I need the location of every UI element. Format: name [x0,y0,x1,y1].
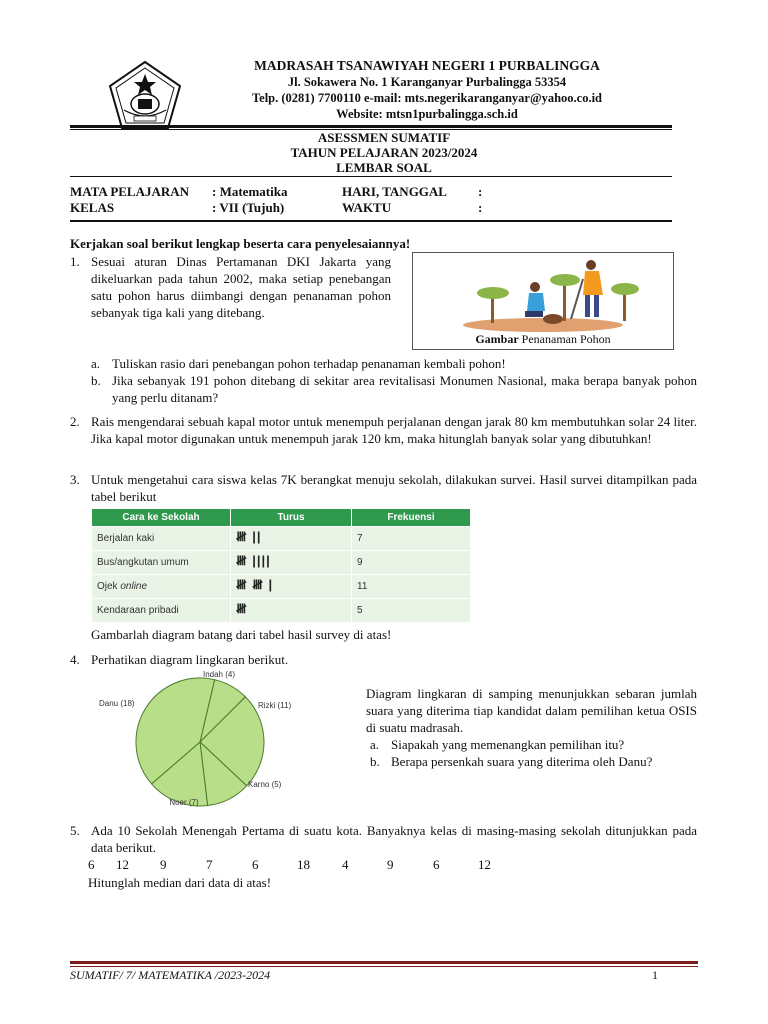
cell-frequency: 9 [352,551,471,575]
survey-table [91,508,471,623]
figure-caption [413,332,673,347]
data-value: 9 [160,857,167,872]
q3-text: Untuk mengetahui cara siswa kelas 7K berangkat menuju sekolah, dilakukan survei. Hasil survei ditampilkan pada tabel berikut [91,472,697,504]
data-value: 6 [433,857,440,872]
q5-text: Ada 10 Sekolah Menengah Pertama di suatu kota. Banyaknya kelas di masing-masing sekolah ditunjukkan pada data berikut. [91,823,697,855]
q1-text: Sesuai aturan Dinas Pertamanan DKI Jakarta yang dikeluarkan pada tahun 2002, maka setiap penebangan satu pohon harus diimbangi dengan penanaman pohon sebanyak tiga kali yang ditebang. [91,254,391,320]
table-row [92,575,471,599]
table-row [92,527,471,551]
cell-mode: Bus/angkutan umum [92,551,231,575]
cell-tally: 𝍸 𝍸 | [231,575,352,599]
school-address: Jl. Sokawera No. 1 Karanganyar Purbalingga 53354 [287,75,567,89]
q1a-label: a. [91,356,101,371]
letterhead [108,56,708,132]
day-value [478,184,482,216]
cell-tally: 𝍸 [231,599,352,623]
q3-instruction: Gambarlah diagram batang dari tabel hasil survey di atas! [91,627,392,642]
time-value-text: : [478,200,483,215]
table-row [92,599,471,623]
cell-tally: 𝍸 || [231,527,352,551]
pie-label-rizki: Rizki (11) [258,701,292,710]
pie-label-noer: Noer (7) [169,798,199,807]
time-label-text: WAKTU [342,200,392,215]
subject-value [212,184,287,216]
survey-table-header [92,509,471,527]
data-value: 9 [387,857,394,872]
exam-title-line1: ASESSMEN SUMATIF [317,130,451,145]
subject-label-text: MATA PELAJARAN [70,184,190,199]
title-rule [70,176,672,177]
table-row [92,551,471,575]
data-value: 18 [297,857,310,872]
pie-label-karno: Karno (5) [248,780,282,789]
day-label-text: HARI, TANGGAL [342,184,447,199]
day-label [342,184,447,216]
cell-frequency: 5 [352,599,471,623]
tree-planting-figure [412,252,674,350]
subject-label [70,184,189,216]
q4b-label: b. [370,754,380,769]
q2-number: 2. [70,414,80,429]
data-value: 12 [478,857,491,872]
exam-title-line2: TAHUN PELAJARAN 2023/2024 [290,145,478,160]
footer-rule [70,961,698,964]
q1b-label: b. [91,373,101,388]
school-name: MADRASAH TSANAWIYAH NEGERI 1 PURBALINGGA [254,58,600,73]
day-value-text: : [478,184,483,199]
header-rule [70,125,672,128]
q5-instruction: Hitunglah median dari data di atas! [88,875,272,890]
exam-title [70,130,698,175]
cell-mode-text: Ojek [97,581,121,592]
q1b-text: Jika sebanyak 191 pohon ditebang di sekitar area revitalisasi Monumen Nasional, maka berapa banyak pohon yang perlu ditanam? [112,373,697,405]
exam-title-line3: LEMBAR SOAL [336,160,432,175]
q5-number: 5. [70,823,80,838]
footer-rule-thin [70,966,698,967]
q1a-text: Tuliskan rasio dari penebangan pohon terhadap penanaman kembali pohon! [112,356,506,371]
pie-chart [90,668,310,810]
cell-frequency: 7 [352,527,471,551]
figure-caption-text: Penanaman Pohon [518,332,611,346]
q4-description: Diagram lingkaran di samping menunjukkan sebaran jumlah suara yang diterima tiap kandidat dalam pemilihan ketua OSIS di suatu madrasah. [366,686,697,735]
cell-mode: Berjalan kaki [92,527,231,551]
class-value-text: : VII (Tujuh) [212,200,285,215]
data-value: 4 [342,857,349,872]
q4b-text: Berapa persenkah suara yang diterima oleh Danu? [391,754,653,769]
cell-tally: 𝍸 |||| [231,551,352,575]
subject-value-text: : Matematika [212,184,288,199]
cell-mode [92,575,231,599]
cell-mode-italic: online [120,581,148,592]
pie-label-danu: Danu (18) [99,699,135,708]
page-number: 1 [652,968,658,982]
q4a-text: Siapakah yang memenangkan pemilihan itu? [391,737,625,752]
header-tally: Turus [231,509,352,527]
school-contact: Telp. (0281) 7700110 e-mail: mts.negerikaranganyar@yahoo.co.id [251,91,603,105]
figure-caption-bold: Gambar [475,332,519,346]
info-rule [70,220,672,222]
data-value: 7 [206,857,213,872]
q4-number: 4. [70,652,80,667]
ministry-logo [108,60,182,130]
header-frequency: Frekuensi [352,509,471,527]
header-mode: Cara ke Sekolah [92,509,231,527]
q2-text: Rais mengendarai sebuah kapal motor untuk menempuh perjalanan dengan jarak 80 km membutuhkan solar 24 liter. Jika kapal motor digunakan untuk menempuh jarak 120 km, maka hitunglah banyak solar yang dibutuhkan! [91,414,697,446]
data-value: 12 [116,857,129,872]
tree-planting-illustration [413,253,673,333]
q3-number: 3. [70,472,80,487]
q1-number: 1. [70,254,80,269]
q4-text: Perhatikan diagram lingkaran berikut. [91,652,289,667]
school-website: Website: mtsn1purbalingga.sch.id [336,107,518,121]
q4a-label: a. [370,737,380,752]
data-value: 6 [252,857,259,872]
instruction: Kerjakan soal berikut lengkap beserta cara penyelesaiannya! [70,236,411,251]
cell-frequency: 11 [352,575,471,599]
cell-mode: Kendaraan pribadi [92,599,231,623]
pie-label-indah: Indah (4) [202,670,236,679]
data-value: 6 [88,857,95,872]
footer-text: SUMATIF/ 7/ MATEMATIKA /2023-2024 [70,968,271,982]
class-label-text: KELAS [70,200,115,215]
